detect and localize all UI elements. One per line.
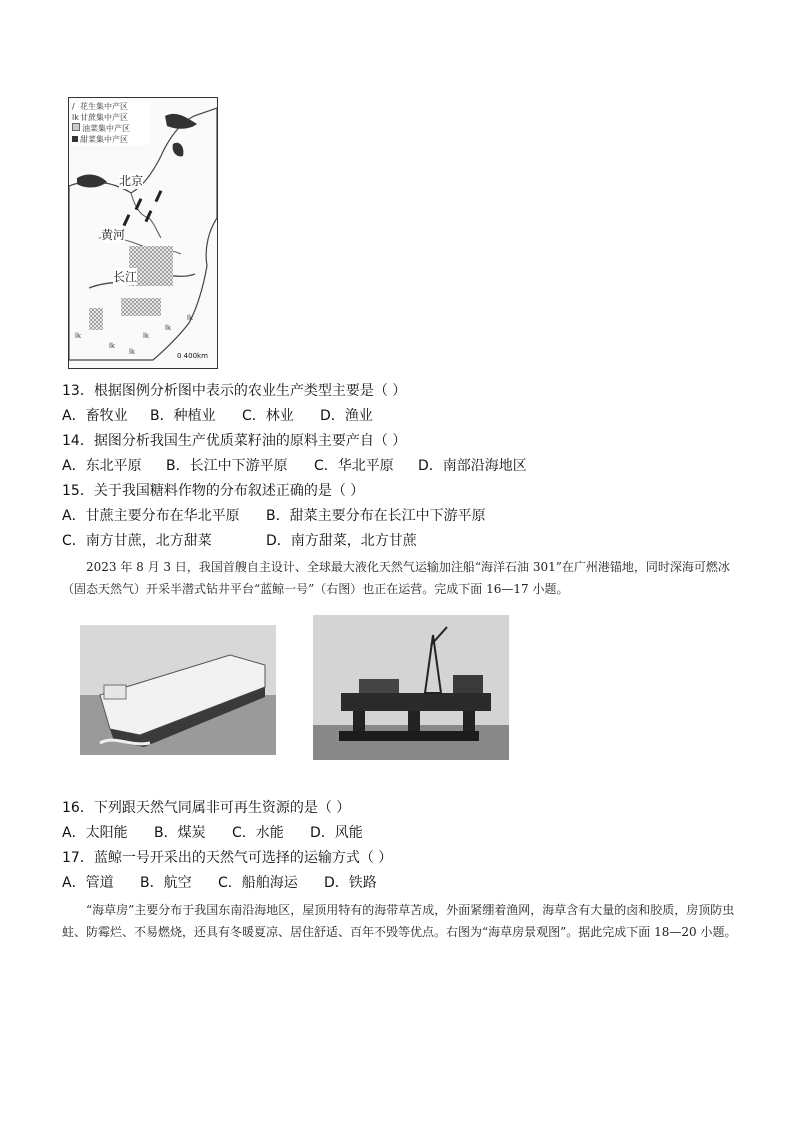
q17-choice-a[interactable]: A．管道 — [62, 875, 114, 891]
q15-option-d[interactable]: D．南方甜菜，北方甘蔗 — [266, 533, 417, 549]
q14-stem: 14．据图分析我国生产优质菜籽油的原料主要产自（ ） — [62, 433, 407, 449]
legend-item-peanut: / 花生集中产区 — [72, 102, 128, 111]
q17-question: 17．蓝鲸一号开采出的天然气可选择的运输方式（ ） — [62, 850, 393, 866]
q16-choice-c[interactable]: C．水能 — [232, 825, 284, 841]
legend-item-rapeseed: 油菜集中产区 — [72, 123, 150, 134]
svg-text:lk: lk — [75, 332, 81, 340]
q16-choice-a[interactable]: A．太阳能 — [62, 825, 128, 841]
q17-answer-options — [62, 873, 377, 893]
q13-options — [62, 406, 373, 426]
map-legend — [72, 101, 150, 145]
beet-region — [165, 114, 197, 129]
q14-option-b[interactable]: B．长江中下游平原 — [166, 458, 288, 474]
q17-choice-c[interactable]: C．船舶海运 — [218, 875, 298, 891]
q14-options — [62, 456, 527, 476]
map-scale: 0 400km — [177, 352, 208, 360]
lng-carrier-photo — [80, 625, 276, 755]
q15-option-a[interactable]: A．甘蔗主要分布在华北平原 — [62, 508, 240, 524]
q14-option-c[interactable]: C．华北平原 — [314, 458, 394, 474]
q15-options-row1 — [62, 506, 486, 526]
q15-option-b[interactable]: B．甜菜主要分布在长江中下游平原 — [266, 508, 486, 524]
q17-choice-b[interactable]: B．航空 — [140, 875, 192, 891]
label-huanghe: 黄河 — [101, 228, 126, 242]
label-changjiang: 长江 — [113, 270, 138, 284]
drilling-platform-photo — [313, 615, 509, 760]
q15-options-row2 — [62, 531, 417, 551]
q13-option-a[interactable]: A．畜牧业 — [62, 408, 128, 424]
q15-stem: 15．关于我国糖料作物的分布叙述正确的是（ ） — [62, 483, 365, 499]
q14-option-a[interactable]: A．东北平原 — [62, 458, 142, 474]
legend-item-beet: 甜菜集中产区 — [72, 134, 150, 145]
agriculture-map — [68, 97, 218, 369]
q13-stem: 13．根据图例分析图中表示的农业生产类型主要是（ ） — [62, 383, 407, 399]
q16-choice-d[interactable]: D．风能 — [310, 825, 363, 841]
q16-question: 16．下列跟天然气同属非可再生资源的是（ ） — [62, 800, 351, 816]
svg-text:lk: lk — [109, 342, 115, 350]
q15-option-c[interactable]: C．南方甘蔗，北方甜菜 — [62, 533, 212, 549]
q17-choice-d[interactable]: D．铁路 — [324, 875, 377, 891]
svg-text:lk: lk — [187, 314, 193, 322]
q14-option-d[interactable]: D．南部沿海地区 — [418, 458, 527, 474]
passage-18-20: “海草房”主要分布于我国东南沿海地区，屋顶用特有的海带草苫成，外面紧绷着渔网，海草含有大量的卤和胶质，房顶防虫蛀、防霉烂、不易燃烧，还具有冬暖夏凉、居住舒适、百年不毁等优点。右图为“海草房景观图”。据此完成下面 18—20 小题。 — [62, 903, 737, 939]
svg-text:lk: lk — [165, 324, 171, 332]
q16-choice-b[interactable]: B．煤炭 — [154, 825, 206, 841]
svg-text:lk: lk — [143, 332, 149, 340]
q13-option-b[interactable]: B．种植业 — [150, 408, 216, 424]
q13-option-d[interactable]: D．渔业 — [320, 408, 373, 424]
q13-option-c[interactable]: C．林业 — [242, 408, 294, 424]
passage-16-17: 2023 年 8 月 3 日，我国首艘自主设计、全球最大液化天然气运输加注船“海洋石油 301”在广州港锚地，同时深海可燃冰（固态天然气）开采半潜式钻井平台“蓝鲸一号”（右图）也正在运营。完成下面 16—17 小题。 — [62, 560, 730, 596]
svg-text:lk: lk — [129, 348, 135, 356]
label-beijing: 北京 — [119, 174, 144, 188]
legend-item-sugarcane: lk甘蔗集中产区 — [72, 113, 128, 122]
q16-answer-options — [62, 823, 363, 843]
